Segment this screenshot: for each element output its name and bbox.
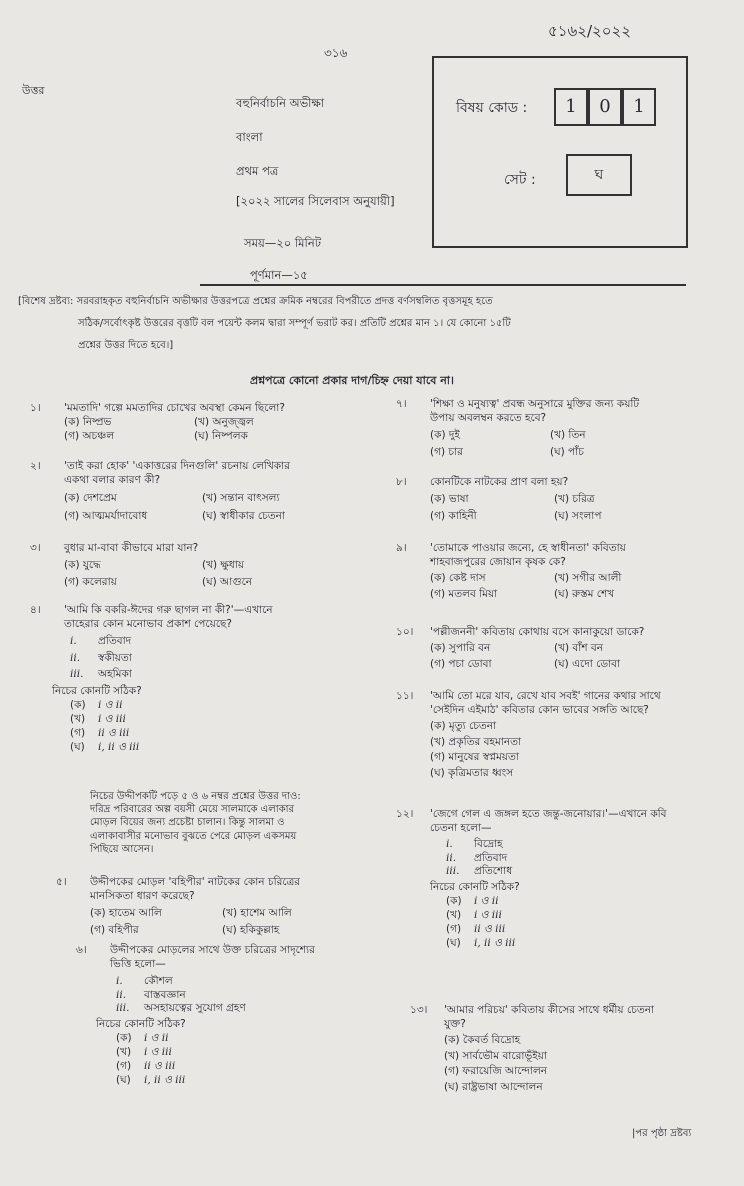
- q12-option-a: (ক) i ও ii: [446, 895, 499, 908]
- q13-option-d: (ঘ) রাষ্ট্রভাষা আন্দোলন: [444, 1081, 543, 1094]
- q7-option-b: (খ) তিন: [550, 428, 586, 441]
- subject-code-digit-3: 1: [622, 88, 656, 126]
- question-3: ৩। বুধার মা-বাবা কীভাবে মারা যান? (ক) যুদ্ধে (খ) ক্ষুধায় (গ) কলেরায় (ঘ) আগুনে: [30, 542, 253, 588]
- q6-option-d: (ঘ) i, ii ও iii: [116, 1073, 186, 1086]
- q12-option-c: (গ) ii ও iii: [446, 922, 506, 935]
- q4-option-d: (ঘ) i, ii ও iii: [70, 740, 140, 753]
- paper-name: প্রথম পত্র: [236, 164, 279, 178]
- instruction-line-3: প্রশ্নের উত্তর দিতে হবে।]: [78, 340, 174, 351]
- question-2: ২। 'তাই করা হোক' 'একাত্তরের দিনগুলি' রচনায় লেখিকার একথা বলার কারণ কী? (ক) দেশপ্রেম (খ) সন্তান বাৎসল্য (গ) আত্মমর্যাদাবোধ (ঘ) স্বাধীকার চেতনা: [30, 460, 290, 522]
- q3-option-a: (ক) যুদ্ধে: [64, 558, 101, 571]
- q7-option-c: (গ) চার: [430, 445, 463, 458]
- left-mark: উত্তর: [22, 84, 45, 97]
- set-label: সেট :: [504, 172, 536, 188]
- q6-option-c: (গ) ii ও iii: [116, 1059, 176, 1072]
- question-11: ১১। 'আমি তো মরে যাব, রেখে যাব সবই' গানের কথার সাথে 'সেইদিন এইমাঠ' কবিতার কোন ভাবের সঙ্গতি আছে? (ক) মৃত্যু চেতনা (খ) প্রকৃতির বহমানতা (গ) মানুষের স্বপ্নময়তা (ঘ) কৃত্রিমতার ধ্বংস: [396, 690, 661, 780]
- q10-option-d: (ঘ) এদো ডোবা: [554, 657, 621, 670]
- q9-option-d: (ঘ) রুস্তম শেখ: [554, 587, 615, 600]
- syllabus-note: [২০২২ সালের সিলেবাস অনুযায়ী]: [236, 194, 395, 208]
- exam-type: বহুনির্বাচনি অভীক্ষা: [236, 96, 325, 110]
- q3-option-d: (ঘ) আগুনে: [202, 575, 253, 588]
- q10-option-a: (ক) সুপারি বন: [430, 641, 491, 654]
- subject-code-digit-1: 1: [554, 88, 588, 126]
- question-1: ১। 'মমতাদি' গল্পে মমতাদির চোখের অবস্থা কেমন ছিলো? (ক) নিষ্প্রভ (খ) অনুজ্জ্বল (গ) অচঞ্চল (ঘ) নিষ্পলক: [30, 402, 285, 442]
- q10-option-c: (গ) পচা ডোবা: [430, 657, 492, 670]
- no-marks-notice: প্রশ্নপত্রে কোনো প্রকার দাগ/চিহ্ন দেয়া যাবে না।: [250, 374, 454, 387]
- question-12: ১২। 'জেগে গেল এ জঙ্গল হতে জন্তু-জনোয়ার।'—এখানে কবি চেতনা হলো— i. বিদ্রোহ ii. প্রতিবাদ iii. প্রতিশোধ নিচের কোনটি সঠিক? (ক) i ও ii (খ) i ও iii (গ) ii ও iii (ঘ) i, ii ও iii: [396, 808, 667, 949]
- subject-code-digit-2: 0: [588, 88, 622, 126]
- q1-option-b: (খ) অনুজ্জ্বল: [194, 415, 254, 428]
- q11-option-c: (গ) মানুষের স্বপ্নময়তা: [430, 751, 519, 764]
- page-code: ৩১৬: [324, 46, 348, 60]
- q11-option-a: (ক) মৃত্যু চেতনা: [430, 719, 497, 732]
- q5-option-c: (গ) বহিপীর: [90, 923, 139, 936]
- q13-option-b: (খ) সার্বভৌম বারোভূঁইয়া: [444, 1049, 547, 1062]
- subject-code-box: [432, 56, 688, 248]
- question-6: ৬। উদ্দীপকের মোড়লের সাথে উক্ত চরিত্রের সাদৃশ্যের ভিত্তি হলো— i. কৌশল ii. বাস্তবজ্ঞান iii. অসহায়ত্বের সুযোগ গ্রহণ নিচের কোনটি সঠিক? (ক) i ও ii (খ) i ও iii (গ) ii ও iii (ঘ) i, ii ও iii: [76, 944, 315, 1086]
- q9-option-c: (গ) মতলব মিয়া: [430, 587, 498, 600]
- q2-option-b: (খ) সন্তান বাৎসল্য: [202, 491, 280, 504]
- q11-option-b: (খ) প্রকৃতির বহমানতা: [430, 735, 522, 748]
- next-page-note: |পর পৃষ্ঠা দ্রষ্টব্য: [632, 1128, 692, 1139]
- q6-option-b: (খ) i ও iii: [116, 1046, 172, 1059]
- set-value: ঘ: [566, 154, 632, 196]
- subject-name: বাংলা: [236, 130, 263, 144]
- subject-code-label: বিষয় কোড :: [456, 100, 528, 116]
- question-13: ১৩। 'আমার পরিচয়' কবিতায় কীসের সাথে ধর্মীয় চেতনা যুক্ত? (ক) কৈবর্ত বিদ্রোহ (খ) সার্বভৌম বারোভূঁইয়া (গ) ফরায়েজি আন্দোলন (ঘ) রাষ্ট্রভাষা আন্দোলন: [410, 1004, 655, 1094]
- q2-option-c: (গ) আত্মমর্যাদাবোধ: [64, 509, 148, 522]
- q9-option-a: (ক) কেষ্ট দাস: [430, 571, 486, 584]
- question-4: ৪। 'আমি কি বকরি-ঈদের গরু ছাগল না কী?'—এখানে তাহেরার কোন মনোভাব প্রকাশ পেয়েছে? i. প্রতিবাদ ii. স্বকীয়তা iii. অহমিকা নিচের কোনটি সঠিক? (ক) i ও ii (খ) i ও iii (গ) ii ও iii (ঘ) i, ii ও iii: [30, 604, 273, 753]
- question-7: ৭। 'শিক্ষা ও মনুষ্যত্ব' প্রবন্ধ অনুসারে মুক্তির জন্য কয়টি উপায় অবলম্বন করতে হবে? (ক) দুই (খ) তিন (গ) চার (ঘ) পাঁচ: [396, 398, 640, 458]
- stimulus-passage: নিচের উদ্দীপকটি পড়ে ৫ ও ৬ নম্বর প্রশ্নের উত্তর দাও: দরিদ্র পরিবারের অল্প বয়সী মেয়ে সালমাকে এলাকার মোড়ল বিয়ের জন্য প্রচেষ্টা চালান। কিন্তু সালমা ও এলাকাবাসীর মনোভাব বুঝতে পেরে মোড়ল একসময় পিছিয়ে আসেন।: [90, 791, 301, 855]
- q9-option-b: (খ) সগীর আলী: [554, 571, 622, 584]
- q7-option-d: (ঘ) পাঁচ: [550, 445, 584, 458]
- q8-option-d: (ঘ) সংলাপ: [554, 509, 602, 522]
- reference-number: ৫১৬২/২০২২: [548, 22, 632, 40]
- header-divider: [200, 284, 686, 286]
- q13-option-a: (ক) কৈবর্ত বিদ্রোহ: [444, 1033, 521, 1046]
- q5-option-a: (ক) হাতেম আলি: [90, 906, 162, 919]
- full-marks: পূর্ণমান—১৫: [250, 268, 308, 282]
- q1-option-a: (ক) নিষ্প্রভ: [64, 415, 112, 428]
- exam-time: সময়—২০ মিনিট: [244, 236, 321, 250]
- q8-option-a: (ক) ভাষা: [430, 492, 469, 505]
- q4-option-b: (খ) i ও iii: [70, 713, 126, 726]
- q12-option-b: (খ) i ও iii: [446, 909, 502, 922]
- q3-option-c: (গ) কলেরায়: [64, 575, 117, 588]
- q1-option-d: (ঘ) নিষ্পলক: [194, 429, 248, 442]
- q4-option-c: (গ) ii ও iii: [70, 726, 130, 739]
- instruction-line-2: সঠিক/সর্বোৎকৃষ্ট উত্তরের বৃত্তটি বল পয়েন্ট কলম দ্বারা সম্পূর্ণ ভরাট কর। প্রতিটি প্রশ্নের মান ১। যে কোনো ১৫টি: [78, 318, 511, 329]
- question-8: ৮। কোনটিকে নাটকের প্রাণ বলা হয়? (ক) ভাষা (খ) চরিত্র (গ) কাহিনী (ঘ) সংলাপ: [396, 476, 602, 522]
- q2-option-a: (ক) দেশপ্রেম: [64, 491, 117, 504]
- q10-option-b: (খ) বাঁশ বন: [554, 641, 603, 654]
- q12-option-d: (ঘ) i, ii ও iii: [446, 936, 516, 949]
- q5-option-b: (খ) হাশেম আলি: [222, 906, 292, 919]
- q8-option-c: (গ) কাহিনী: [430, 509, 477, 522]
- q11-option-d: (ঘ) কৃত্রিমতার ধ্বংস: [430, 767, 514, 780]
- q5-option-d: (ঘ) হকিকুল্লাহ: [222, 923, 280, 936]
- question-9: ৯। 'তোমাকে পাওয়ার জন্যে, হে স্বাধীনতা' কবিতায় শাহবাজপুরের জোয়ান কৃষক কে? (ক) কেষ্ট দাস (খ) সগীর আলী (গ) মতলব মিয়া (ঘ) রুস্তম শেখ: [396, 542, 626, 600]
- q3-option-b: (খ) ক্ষুধায়: [202, 558, 245, 571]
- q1-option-c: (গ) অচঞ্চল: [64, 429, 115, 442]
- q2-option-d: (ঘ) স্বাধীকার চেতনা: [202, 509, 285, 522]
- q8-option-b: (খ) চরিত্র: [554, 492, 595, 505]
- question-5: ৫। উদ্দীপকের মোড়ল 'বহিপীর' নাটকের কোন চরিত্রের মানসিকতা ধারণ করেছে? (ক) হাতেম আলি (খ) হাশেম আলি (গ) বহিপীর (ঘ) হকিকুল্লাহ: [56, 876, 301, 936]
- q7-option-a: (ক) দুই: [430, 428, 460, 441]
- q13-option-c: (গ) ফরায়েজি আন্দোলন: [444, 1065, 548, 1078]
- question-10: ১০। 'পল্লীজননী' কবিতায় কোথায় বসে কানাকুয়ো ডাকে? (ক) সুপারি বন (খ) বাঁশ বন (গ) পচা ডোবা (ঘ) এদো ডোবা: [396, 626, 645, 670]
- q6-option-a: (ক) i ও ii: [116, 1032, 169, 1045]
- q4-option-a: (ক) i ও ii: [70, 699, 123, 712]
- instruction-line-1: [বিশেষ দ্রষ্টব্য: সরবরাহকৃত বহুনির্বাচনি অভীক্ষার উত্তরপত্রে প্রশ্নের ক্রমিক নম্বরের বিপরীতে প্রদত্ত বর্ণসম্বলিত বৃত্তসমূহ হতে: [18, 296, 493, 307]
